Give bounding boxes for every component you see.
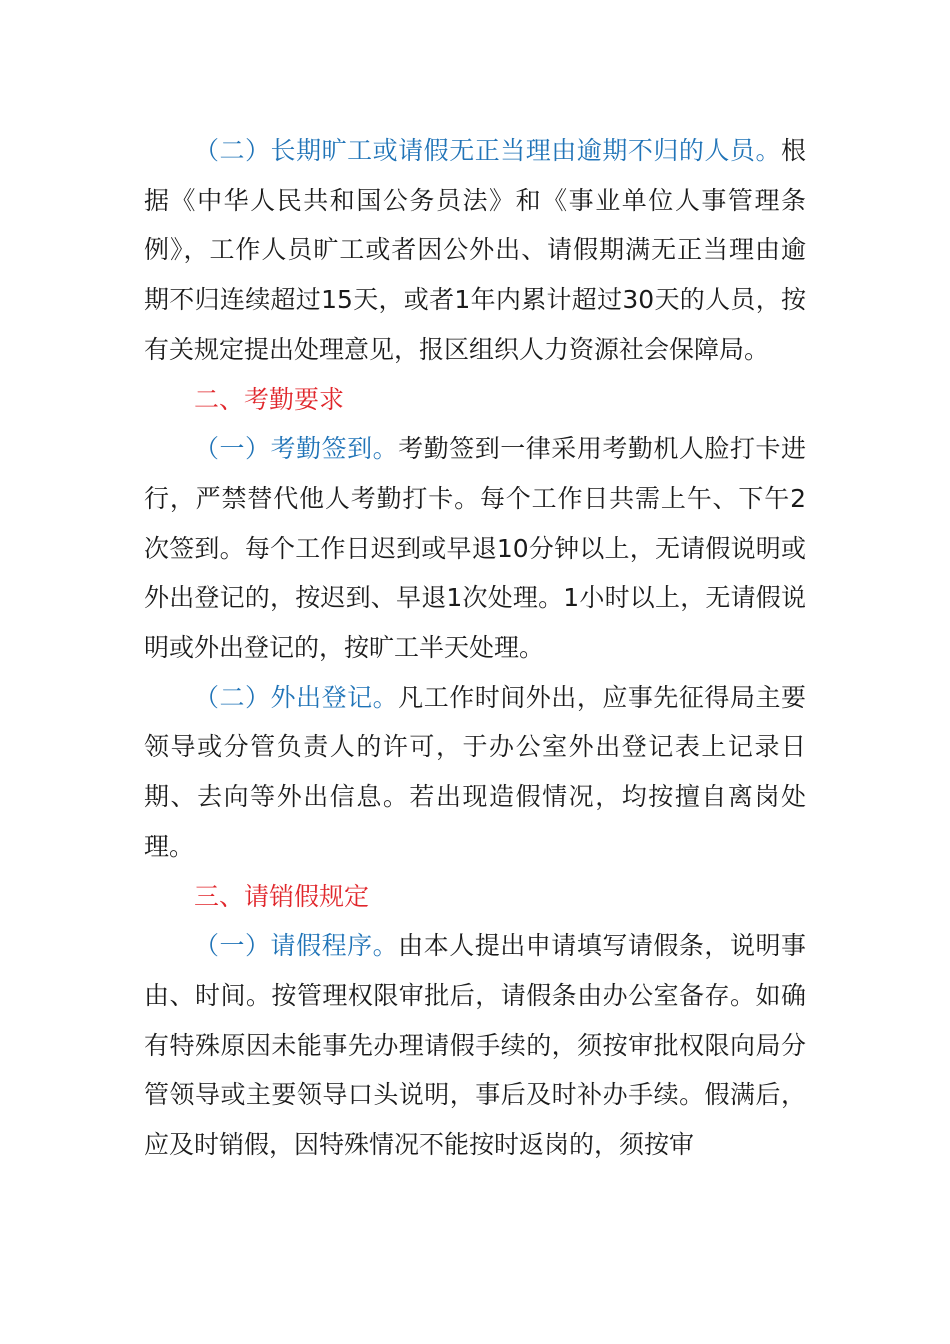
paragraph-lead: （二）外出登记。	[194, 682, 399, 712]
paragraph-leave-procedure	[144, 921, 806, 1170]
paragraph-body: 根据《中华人民共和国公务员法》和《事业单位人事管理条例》，工作人员旷工或者因公外出、请假期满无正当理由逾期不归连续超过15天，或者1年内累计超过30天的人员，按有关规定提出处理意见，报区组织人力资源社会保障局。	[144, 136, 806, 364]
section-heading-leave-rules: 三、请销假规定	[194, 881, 370, 911]
document-page	[144, 126, 806, 1170]
paragraph-body: 凡工作时间外出，应事先征得局主要领导或分管负责人的许可，于办公室外出登记表上记录日期、去向等外出信息。若出现造假情况，均按擅自离岗处理。	[144, 682, 806, 861]
paragraph-lead: （一）考勤签到。	[194, 434, 399, 464]
paragraph-lead: （二）长期旷工或请假无正当理由逾期不归的人员。	[194, 136, 781, 165]
paragraph-attendance-signin	[144, 424, 806, 673]
paragraph-absence-personnel	[144, 126, 806, 375]
section-heading-attendance: 二、考勤要求	[194, 384, 345, 414]
paragraph-body: 由本人提出申请填写请假条，说明事由、时间。按管理权限审批后，请假条由办公室备存。如确有特殊原因未能事先办理请假手续的，须按审批权限向局分管领导或主要领导口头说明，事后及时补办手续。假满后，应及时销假，因特殊情况不能按时返岗的，须按审	[144, 931, 806, 1160]
paragraph-outing-registration	[144, 673, 806, 872]
paragraph-body: 考勤签到一律采用考勤机人脸打卡进行，严禁替代他人考勤打卡。每个工作日共需上午、下午2次签到。每个工作日迟到或早退10分钟以上，无请假说明或外出登记的，按迟到、早退1次处理。1小时以上，无请假说明或外出登记的，按旷工半天处理。	[144, 434, 806, 663]
paragraph-lead: （一）请假程序。	[194, 931, 399, 961]
